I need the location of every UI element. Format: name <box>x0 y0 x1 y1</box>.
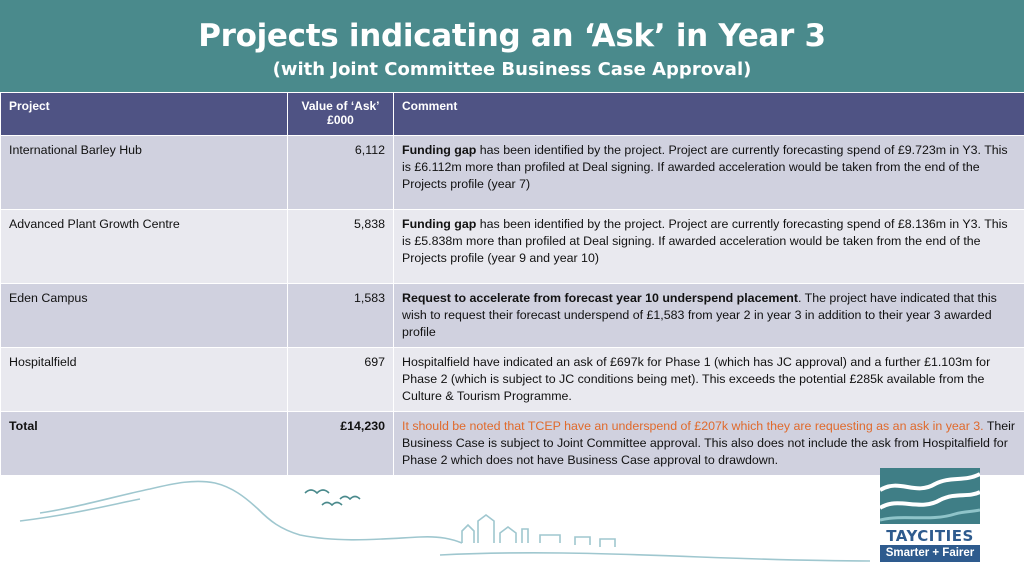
total-value: £14,230 <box>288 412 394 476</box>
comment-emphasis: Request to accelerate from forecast year 10 underspend placement <box>402 291 798 305</box>
logo-name: TAYCITIES <box>886 527 974 545</box>
table-header-row <box>1 93 1024 136</box>
table-row <box>1 210 1024 284</box>
comment-text: has been identified by the project. Project are currently forecasting spend of £8.136m in Y3. This is £5.838m more than profiled at Deal signing. If awarded acceleration would be taken from the end of the Projects profile (year 9 and year 10) <box>402 217 1008 265</box>
project-cell: Advanced Plant Growth Centre <box>1 210 288 284</box>
total-label: Total <box>1 412 288 476</box>
value-cell: 5,838 <box>288 210 394 284</box>
table-row <box>1 348 1024 412</box>
column-header-value-line1: Value of ‘Ask’ <box>301 99 380 113</box>
comment-cell <box>394 136 1024 210</box>
comment-emphasis: Funding gap <box>402 217 477 231</box>
total-note-text: Their Business Case is subject to Joint Committee approval. This also does not include the ask from Hospitalfield for Phase 2 which does not have Business Case approval to drawdown. <box>402 419 1016 467</box>
comment-text: Hospitalfield have indicated an ask of £697k for Phase 1 (which has JC approval) and a further £1.103m for Phase 2 (which is subject to JC conditions being met). This exceeds the potential £285k available from the Culture & Tourism Programme. <box>402 355 991 403</box>
projects-table <box>0 92 1024 476</box>
value-cell: 6,112 <box>288 136 394 210</box>
value-cell: 1,583 <box>288 284 394 348</box>
table-row <box>1 136 1024 210</box>
table-row <box>1 284 1024 348</box>
comment-cell <box>394 284 1024 348</box>
column-header-value <box>288 93 394 136</box>
project-cell: Hospitalfield <box>1 348 288 412</box>
comment-emphasis: Funding gap <box>402 143 477 157</box>
page-title: Projects indicating an ‘Ask’ in Year 3 <box>198 18 826 54</box>
column-header-comment: Comment <box>394 93 1024 136</box>
slide-header <box>0 0 1024 92</box>
logo-tagline: Smarter + Fairer <box>880 545 980 562</box>
hills-skyline-illustration <box>0 465 1024 575</box>
column-header-project: Project <box>1 93 288 136</box>
comment-cell <box>394 210 1024 284</box>
project-cell: Eden Campus <box>1 284 288 348</box>
comment-text: . The project have indicated that this wish to request their forecast underspend of £1,583 from year 2 in year 3 in addition to their year 3 awarded profile <box>402 291 997 339</box>
comment-text: has been identified by the project. Project are currently forecasting spend of £9.723m in Y3. This is £6.112m more than profiled at Deal signing. If awarded acceleration would be taken from the end of the Projects profile (year 7) <box>402 143 1008 191</box>
page-subtitle: (with Joint Committee Business Case Approval) <box>272 59 752 80</box>
project-cell: International Barley Hub <box>1 136 288 210</box>
comment-cell <box>394 348 1024 412</box>
logo-river-emblem <box>880 468 980 524</box>
value-cell: 697 <box>288 348 394 412</box>
total-note-highlight: It should be noted that TCEP have an underspend of £207k which they are requesting as an ask in year 3. <box>402 419 984 433</box>
column-header-value-line2: £000 <box>327 113 354 127</box>
taycities-logo <box>880 468 980 560</box>
